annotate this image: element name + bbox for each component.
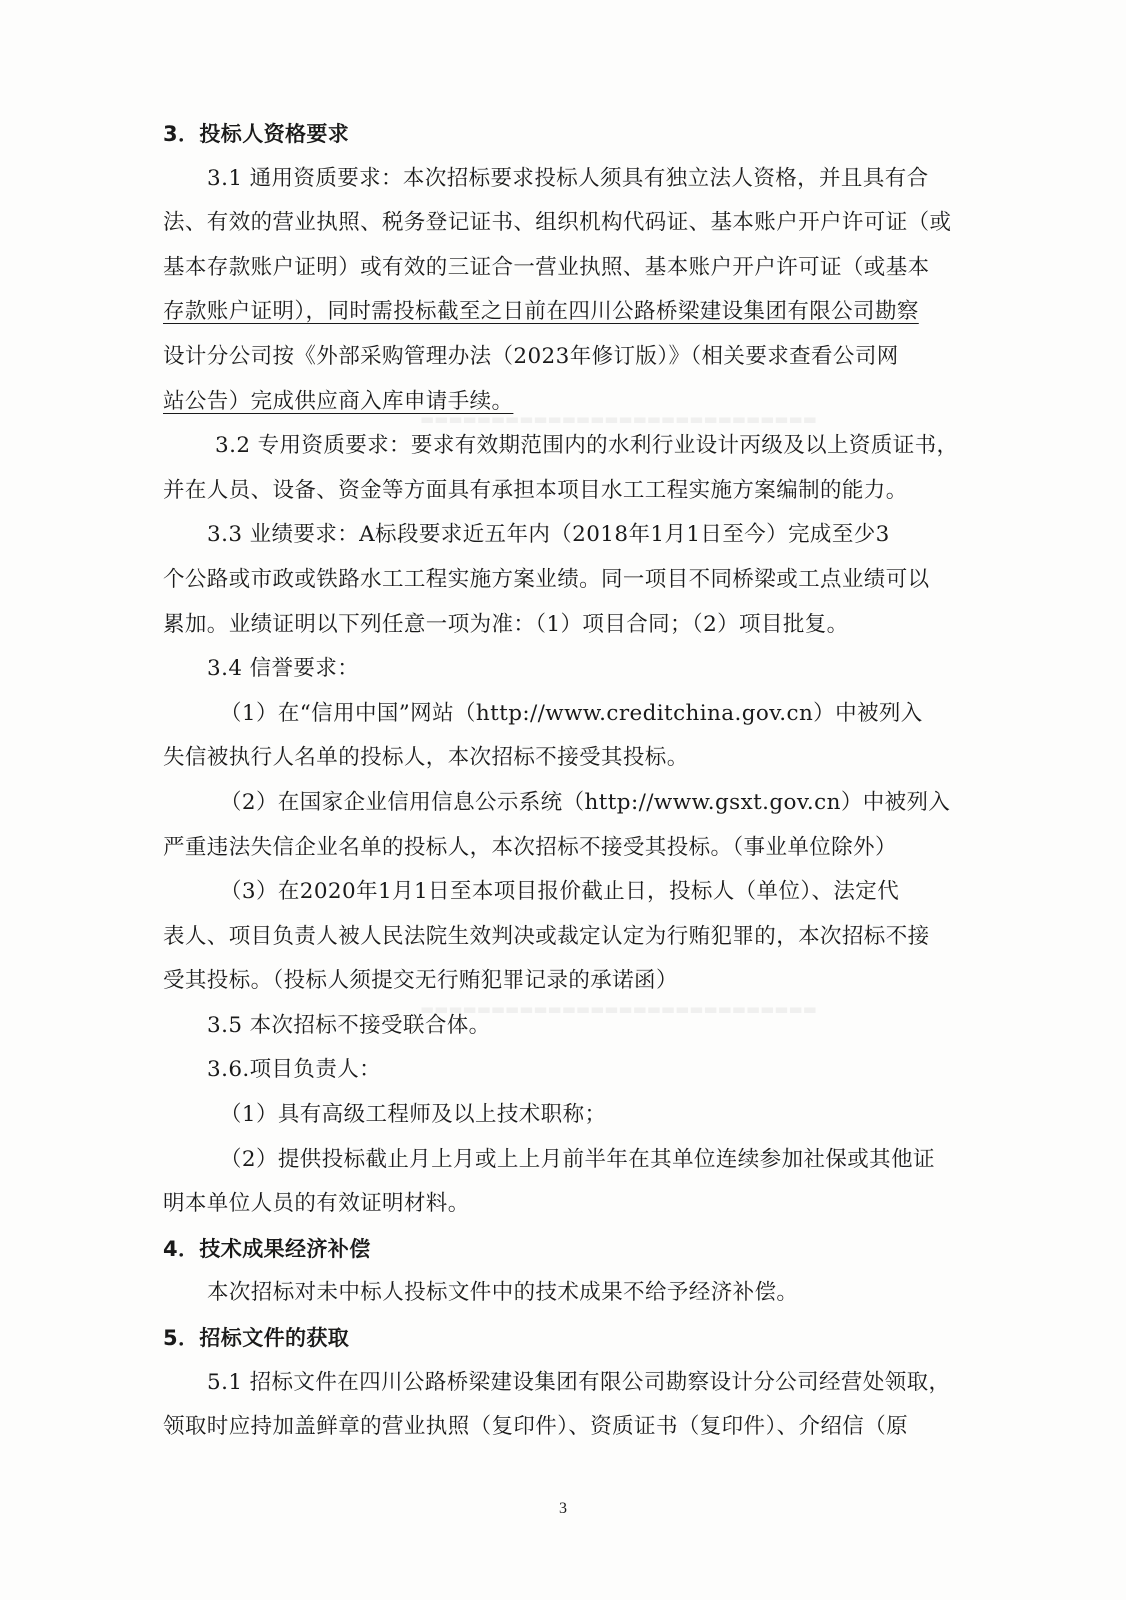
paragraph-line: 个公路或市政或铁路水工工程实施方案业绩。同一项目不同桥梁或工点业绩可以 — [163, 566, 930, 592]
paragraph-line: 法、有效的营业执照、税务登记证书、组织机构代码证、基本账户开户许可证（或 — [163, 210, 952, 236]
paragraph-line: （1）在“信用中国”网站（http://www.creditchina.gov.cn）中被列入 — [220, 700, 923, 726]
paragraph-line: 累加。业绩证明以下列任意一项为准：（1）项目合同；（2）项目批复。 — [163, 611, 849, 637]
paragraph-line: 站公告）完成供应商入库申请手续。 — [163, 388, 514, 414]
bleed-through-text: ▬▬▬▬▬▬▬▬▬▬▬▬▬▬▬▬▬▬▬▬▬▬▬▬▬▬▬▬ — [420, 1000, 817, 1018]
paragraph-line: 本次招标对未中标人投标文件中的技术成果不给予经济补偿。 — [207, 1280, 799, 1306]
paragraph-line: 表人、项目负责人被人民法院生效判决或裁定认定为行贿犯罪的，本次招标不接 — [163, 923, 930, 949]
document-body — [163, 112, 959, 1450]
paragraph-line: （2）提供投标截止月上月或上上月前半年在其单位连续参加社保或其他证 — [220, 1146, 935, 1172]
paragraph-line: 失信被执行人名单的投标人，本次招标不接受其投标。 — [163, 745, 689, 771]
paragraph-line: 严重违法失信企业名单的投标人，本次招标不接受其投标。（事业单位除外） — [163, 834, 897, 860]
paragraph-line: 3.4 信誉要求： — [207, 656, 360, 682]
paragraph-line: 3.3 业绩要求：A标段要求近五年内（2018年1月1日至今）完成至少3 — [207, 522, 890, 548]
paragraph-line: 存款账户证明），同时需投标截至之日前在四川公路桥梁建设集团有限公司勘察 — [163, 299, 919, 325]
paragraph-line: 受其投标。（投标人须提交无行贿犯罪记录的承诺函） — [163, 968, 678, 994]
paragraph-line: （3）在2020年1月1日至本项目报价截止日，投标人（单位）、法定代 — [220, 879, 900, 905]
paragraph-line: 基本存款账户证明）或有效的三证合一营业执照、基本账户开户许可证（或基本 — [163, 254, 930, 280]
section-heading-4: 4．技术成果经济补偿 — [163, 1236, 371, 1261]
paragraph-line: 3.2 专用资质要求：要求有效期范围内的水利行业设计丙级及以上资质证书， — [215, 433, 959, 459]
paragraph-line: 3.6.项目负责人： — [207, 1057, 382, 1083]
paragraph-line: 明本单位人员的有效证明材料。 — [163, 1191, 470, 1217]
paragraph-line: 并在人员、设备、资金等方面具有承担本项目水工工程实施方案编制的能力。 — [163, 477, 908, 503]
section-heading-5: 5．招标文件的获取 — [163, 1326, 350, 1351]
paragraph-line: （2）在国家企业信用信息公示系统（http://www.gsxt.gov.cn）中被列入 — [220, 789, 951, 815]
bleed-through-text: ▬▬▬▬▬▬▬▬▬▬▬▬▬▬▬▬▬▬▬▬▬▬▬▬▬▬▬▬ — [420, 410, 817, 428]
paragraph-line: 3.1 通用资质要求：本次招标要求投标人须具有独立法人资格，并且具有合 — [207, 165, 929, 191]
paragraph-line: 领取时应持加盖鲜章的营业执照（复印件）、资质证书（复印件）、介绍信（原 — [163, 1414, 909, 1440]
paragraph-line: 5.1 招标文件在四川公路桥梁建设集团有限公司勘察设计分公司经营处领取， — [207, 1369, 951, 1395]
paragraph-line: 设计分公司按《外部采购管理办法（2023年修订版）》（相关要求查看公司网 — [163, 343, 899, 369]
section-heading-3: 3．投标人资格要求 — [163, 122, 350, 146]
paragraph-line: （1）具有高级工程师及以上技术职称； — [220, 1102, 607, 1128]
paragraph-line: 3.5 本次招标不接受联合体。 — [207, 1012, 491, 1038]
page-number: 3 — [559, 1500, 567, 1517]
